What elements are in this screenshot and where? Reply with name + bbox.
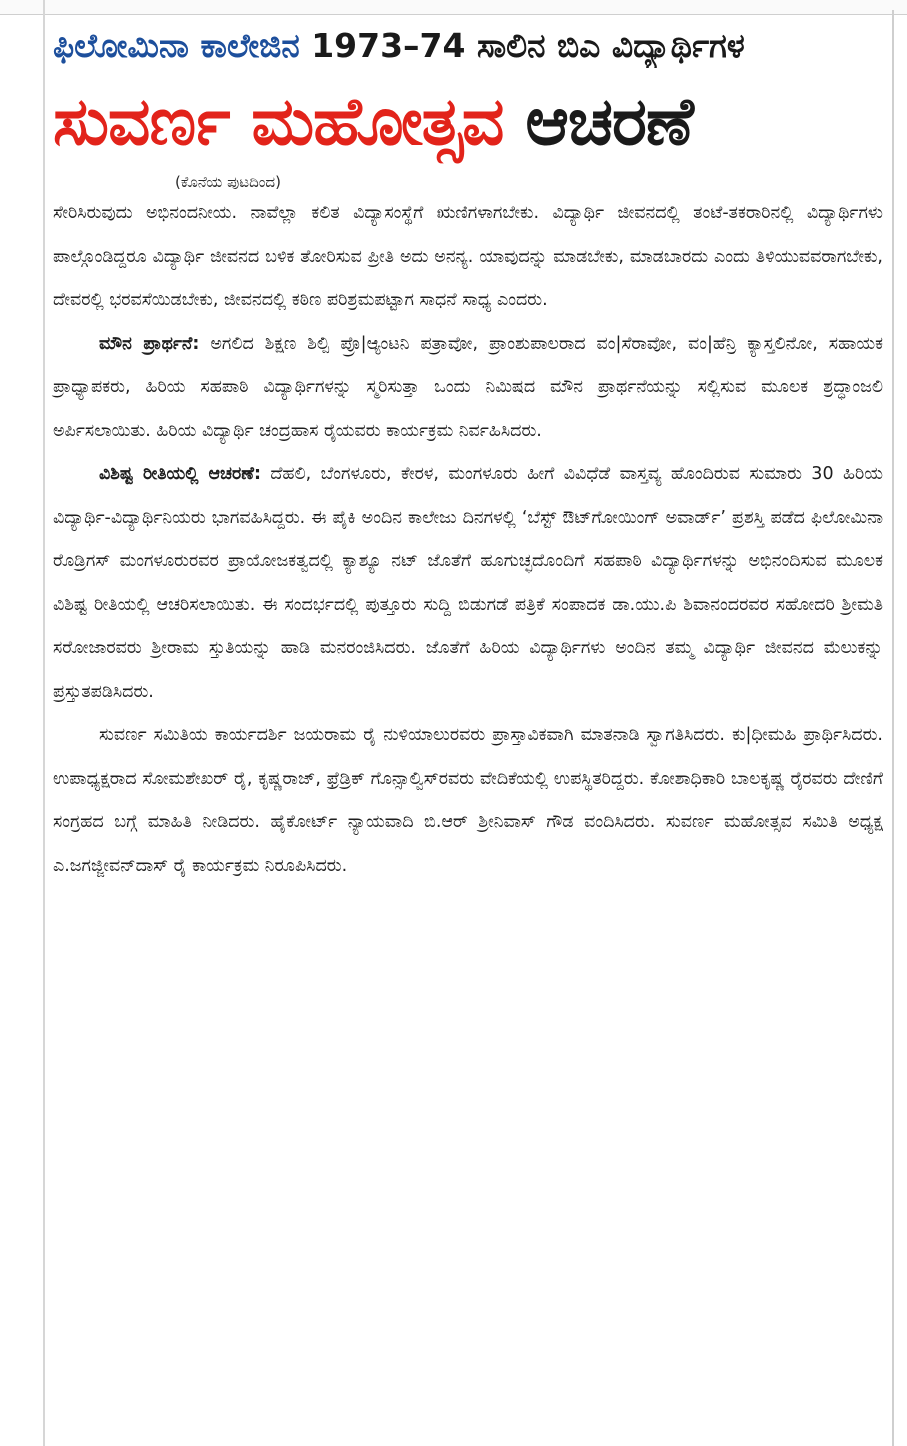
article-body — [47, 192, 889, 888]
column-divider-right — [892, 10, 894, 1446]
paragraph-1 — [53, 192, 883, 323]
paragraph-4 — [53, 714, 883, 888]
paragraph-2 — [53, 323, 883, 454]
article-headline — [47, 74, 889, 170]
headline-golden-jubilee: ಸುವರ್ಣ ಮಹೋತ್ಸವ — [53, 83, 504, 160]
paragraph-1-text: ಸೇರಿಸಿರುವುದು ಅಭಿನಂದನೀಯ. ನಾವೆಲ್ಲಾ ಕಲಿತ ವಿದ್ಯಾಸಂಸ್ಥೆಗೆ ಋಣಿಗಳಾಗಬೇಕು. ವಿದ್ಯಾರ್ಥಿ ಜೀವನದಲ್ಲಿ ತಂಟೆ-ತಕರಾರಿನಲ್ಲಿ ವಿದ್ಯಾರ್ಥಿಗಳು ಪಾಲ್ಗೊಂಡಿದ್ದರೂ ವಿದ್ಯಾರ್ಥಿ ಜೀವನದ ಬಳಿಕ ತೋರಿಸುವ ಪ್ರೀತಿ ಅದು ಅನನ್ಯ. ಯಾವುದನ್ನು ಮಾಡಬೇಕು, ಮಾಡಬಾರದು ಎಂದು ತಿಳಿಯುವವರಾಗಬೇಕು, ದೇವರಲ್ಲಿ ಭರವಸೆಯಿಡಬೇಕು, ಜೀವನದಲ್ಲಿ ಕಠಿಣ ಪರಿಶ್ರಮಪಟ್ಟಾಗ ಸಾಧನೆ ಸಾಧ್ಯ ಎಂದರು. — [53, 203, 883, 310]
subhead-unique-celebration: ವಿಶಿಷ್ಟ ರೀತಿಯಲ್ಲಿ ಆಚರಣೆ: — [99, 464, 261, 484]
headline-celebration: ಆಚರಣೆ — [525, 83, 693, 160]
paragraph-2-text: ಅಗಲಿದ ಶಿಕ್ಷಣ ಶಿಲ್ಪಿ ಪ್ರೊ|ಆ್ಯಂಟನಿ ಪತ್ರಾವೋ, ಪ್ರಾಂಶುಪಾಲರಾದ ವಂ|ಸೆರಾವೋ, ವಂ|ಹೆನ್ರಿ ಕ್ಯಾಸ್ತಲಿನೋ, ಸಹಾಯಕ ಪ್ರಾಧ್ಯಾಪಕರು, ಹಿರಿಯ ಸಹಪಾಠಿ ವಿದ್ಯಾರ್ಥಿಗಳನ್ನು ಸ್ಮರಿಸುತ್ತಾ ಒಂದು ನಿಮಿಷದ ಮೌನ ಪ್ರಾರ್ಥನೆಯನ್ನು ಸಲ್ಲಿಸುವ ಮೂಲಕ ಶ್ರದ್ಧಾಂಜಲಿ ಅರ್ಪಿಸಲಾಯಿತು. ಹಿರಿಯ ವಿದ್ಯಾರ್ಥಿ ಚಂದ್ರಹಾಸ ರೈಯವರು ಕಾರ್ಯಕ್ರಮ ನಿರ್ವಹಿಸಿದರು. — [53, 333, 883, 441]
column-divider-left — [43, 0, 45, 1446]
paragraph-3-text: ದೆಹಲಿ, ಬೆಂಗಳೂರು, ಕೇರಳ, ಮಂಗಳೂರು ಹೀಗೆ ವಿವಿಧೆಡೆ ವಾಸ್ತವ್ಯ ಹೊಂದಿರುವ ಸುಮಾರು 30 ಹಿರಿಯ ವಿದ್ಯಾರ್ಥಿ-ವಿದ್ಯಾರ್ಥಿನಿಯರು ಭಾಗವಹಿಸಿದ್ದರು. ಈ ಪೈಕಿ ಅಂದಿನ ಕಾಲೇಜು ದಿನಗಳಲ್ಲಿ ‘ಬೆಸ್ಟ್ ಔಟ್‌ಗೋಯಿಂಗ್ ಅವಾರ್ಡ್’ ಪ್ರಶಸ್ತಿ ಪಡೆದ ಫಿಲೋಮಿನಾ ರೊಡ್ರಿಗಸ್ ಮಂಗಳೂರುರವರ ಪ್ರಾಯೋಜಕತ್ವದಲ್ಲಿ ಕ್ಯಾಶ್ಯೂ ನಟ್ ಜೊತೆಗೆ ಹೂಗುಚ್ಛದೊಂದಿಗೆ ಸಹಪಾಠಿ ವಿದ್ಯಾರ್ಥಿಗಳನ್ನು ಅಭಿನಂದಿಸುವ ಮೂಲಕ ವಿಶಿಷ್ಟ ರೀತಿಯಲ್ಲಿ ಆಚರಿಸಲಾಯಿತು. ಈ ಸಂದರ್ಭದಲ್ಲಿ ಪುತ್ತೂರು ಸುದ್ದಿ ಬಿಡುಗಡೆ ಪತ್ರಿಕೆ ಸಂಪಾದಕ ಡಾ.ಯು.ಪಿ ಶಿವಾನಂದರವರ ಸಹೋದರಿ ಶ್ರೀಮತಿ ಸರೋಜಾರವರು ಶ್ರೀರಾಮ ಸ್ತುತಿಯನ್ನು ಹಾಡಿ ಮನರಂಜಿಸಿದರು. ಜೊತೆಗೆ ಹಿರಿಯ ವಿದ್ಯಾರ್ಥಿಗಳು ಅಂದಿನ ತಮ್ಮ ವಿದ್ಯಾರ್ಥಿ ಜೀವನದ ಮೆಲುಕನ್ನು ಪ್ರಸ್ತುತಪಡಿಸಿದರು. — [53, 464, 883, 702]
news-article — [47, 24, 889, 1434]
page-top-edge — [0, 0, 907, 15]
paragraph-4-text: ಸುವರ್ಣ ಸಮಿತಿಯ ಕಾರ್ಯದರ್ಶಿ ಜಯರಾಮ ರೈ ನುಳಿಯಾಲುರವರು ಪ್ರಾಸ್ತಾವಿಕವಾಗಿ ಮಾತನಾಡಿ ಸ್ವಾಗತಿಸಿದರು. ಕು|ಧೀಮಹಿ ಪ್ರಾರ್ಥಿಸಿದರು. ಉಪಾಧ್ಯಕ್ಷರಾದ ಸೋಮಶೇಖರ್ ರೈ, ಕೃಷ್ಣರಾಜ್, ಫ್ರೆಡ್ರಿಕ್ ಗೊನ್ಸಾಲ್ವಿಸ್‌ರವರು ವೇದಿಕೆಯಲ್ಲಿ ಉಪಸ್ಥಿತರಿದ್ದರು. ಕೋಶಾಧಿಕಾರಿ ಬಾಲಕೃಷ್ಣ ರೈರವರು ದೇಣಿಗೆ ಸಂಗ್ರಹದ ಬಗ್ಗೆ ಮಾಹಿತಿ ನೀಡಿದರು. ಹೈಕೋರ್ಟ್ ನ್ಯಾಯವಾದಿ ಬಿ.ಆರ್ ಶ್ರೀನಿವಾಸ್ ಗೌಡ ವಂದಿಸಿದರು. ಸುವರ್ಣ ಮಹೋತ್ಸವ ಸಮಿತಿ ಅಧ್ಯಕ್ಷ ಎ.ಜಗಜ್ಜೀವನ್‌ದಾಸ್ ರೈ ಕಾರ್ಯಕ್ರಮ ನಿರೂಪಿಸಿದರು. — [53, 725, 883, 876]
subhead-silent-prayer: ಮೌನ ಪ್ರಾರ್ಥನೆ: — [99, 333, 200, 354]
paragraph-3 — [53, 453, 883, 714]
kicker-batch: 1973–74 ಸಾಲಿನ ಬಿಎ ವಿದ್ಯಾರ್ಥಿಗಳ — [311, 26, 745, 65]
article-kicker — [47, 24, 889, 68]
continued-from-note: (ಕೊನೆಯ ಪುಟದಿಂದ) — [175, 173, 281, 191]
kicker-college-name: ಫಿಲೋಮಿನಾ ಕಾಲೇಜಿನ — [53, 26, 300, 65]
